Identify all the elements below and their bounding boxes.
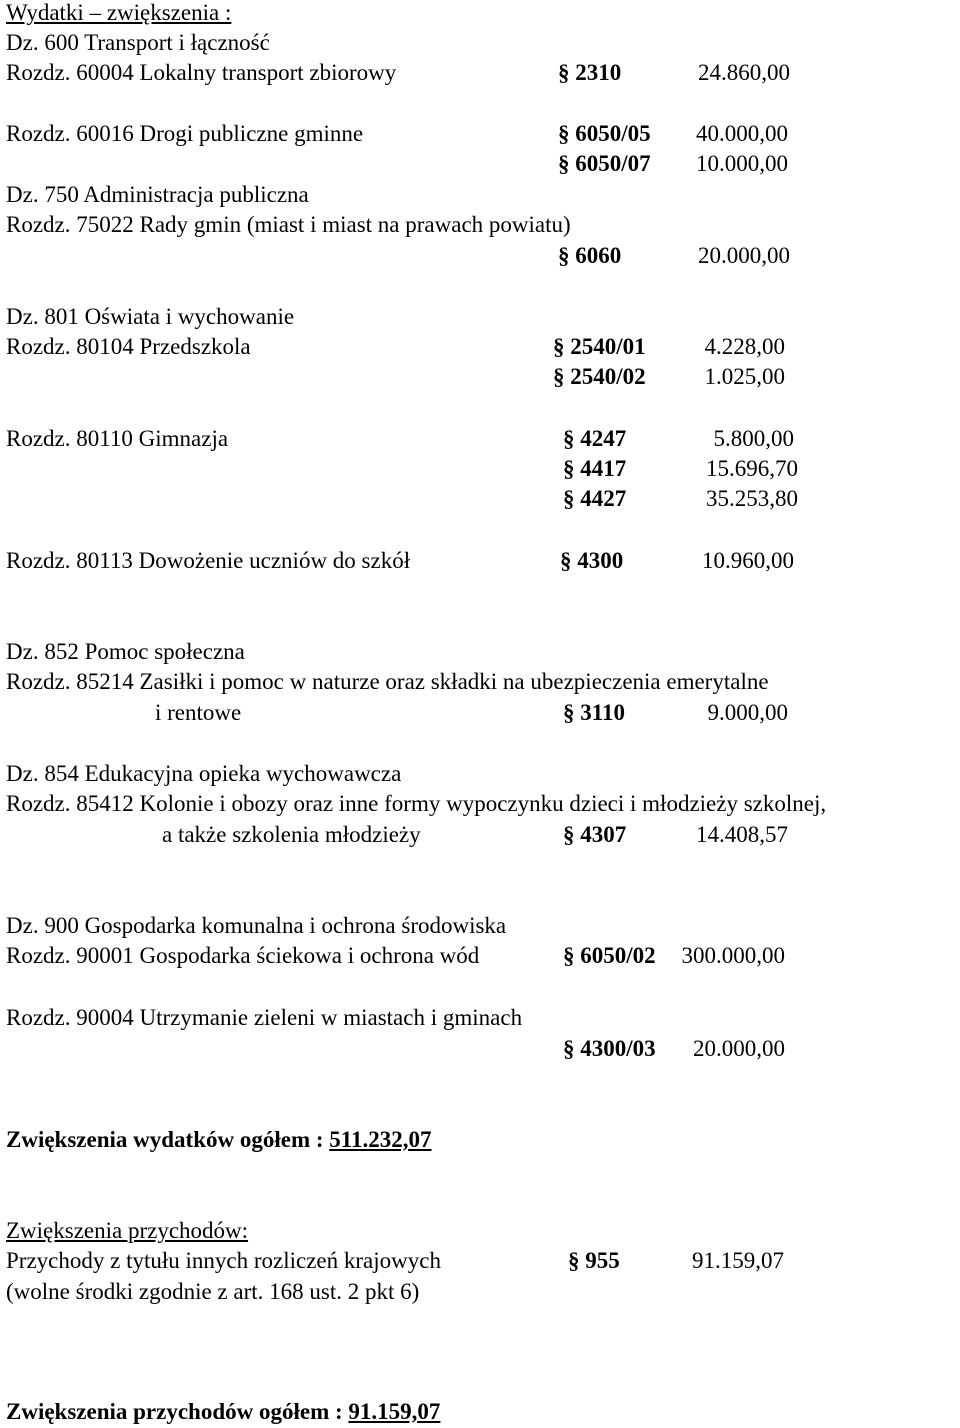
paragraph-code: § 6060 [558,243,622,268]
amount: 4.228,00 [704,334,785,359]
division-600: Dz. 600 Transport i łączność [6,30,270,55]
amount: 20.000,00 [698,243,790,268]
paragraph-code: § 2540/01 [553,334,646,359]
chapter-60016: Rozdz. 60016 Drogi publiczne gminne [6,121,364,146]
section-header-income: Zwiększenia przychodów: [6,1218,249,1243]
amount: 20.000,00 [693,1036,785,1061]
division-852: Dz. 852 Pomoc społeczna [6,639,245,664]
income-line: Przychody z tytułu innych rozliczeń krajowych [6,1248,441,1273]
paragraph-code: § 6050/07 [558,151,651,176]
paragraph-code: § 4300/03 [563,1036,656,1061]
chapter-90001: Rozdz. 90001 Gospodarka ściekowa i ochrona wód [6,943,480,968]
section-header-expenses: Wydatki – zwiększenia : [6,0,232,25]
paragraph-code: § 955 [568,1248,620,1273]
amount: 40.000,00 [696,121,788,146]
amount: 10.960,00 [702,548,794,573]
income-note: (wolne środki zgodnie z art. 168 ust. 2 pkt 6) [6,1279,420,1304]
chapter-85214-continuation: i rentowe [155,700,242,725]
division-801: Dz. 801 Oświata i wychowanie [6,304,295,329]
chapter-85412-continuation: a także szkolenia młodzieży [162,822,421,847]
amount: 1.025,00 [704,364,785,389]
paragraph-code: § 3110 [563,700,625,725]
chapter-85214: Rozdz. 85214 Zasiłki i pomoc w naturze oraz składki na ubezpieczenia emerytalne [6,669,769,694]
chapter-80110: Rozdz. 80110 Gimnazja [6,426,229,451]
chapter-90004: Rozdz. 90004 Utrzymanie zieleni w miastach i gminach [6,1005,523,1030]
amount: 91.159,07 [692,1248,784,1273]
paragraph-code: § 6050/05 [558,121,651,146]
division-750: Dz. 750 Administracja publiczna [6,182,309,207]
amount: 10.000,00 [696,151,788,176]
division-854: Dz. 854 Edukacyjna opieka wychowawcza [6,761,402,786]
paragraph-code: § 4427 [563,486,627,511]
paragraph-code: § 4417 [563,456,627,481]
amount: 35.253,80 [706,486,798,511]
division-900: Dz. 900 Gospodarka komunalna i ochrona środowiska [6,913,507,938]
chapter-85412: Rozdz. 85412 Kolonie i obozy oraz inne formy wypoczynku dzieci i młodzieży szkolnej, [6,791,827,816]
chapter-80104: Rozdz. 80104 Przedszkola [6,334,251,359]
amount: 9.000,00 [707,700,788,725]
total-expenses-value: 511.232,07 [329,1127,432,1152]
paragraph-code: § 4300 [560,548,624,573]
paragraph-code: § 4307 [563,822,627,847]
paragraph-code: § 4247 [563,426,627,451]
amount: 15.696,70 [706,456,798,481]
total-expenses [6,1125,432,1155]
amount: 24.860,00 [698,60,790,85]
chapter-60004: Rozdz. 60004 Lokalny transport zbiorowy [6,60,397,85]
paragraph-code: § 2310 [558,60,622,85]
total-income [6,1397,440,1427]
paragraph-code: § 6050/02 [563,943,656,968]
amount: 14.408,57 [696,822,788,847]
amount: 300.000,00 [681,943,785,968]
total-income-label: Zwiększenia przychodów ogółem : [6,1399,349,1424]
total-income-value: 91.159,07 [348,1399,441,1424]
amount: 5.800,00 [713,426,794,451]
chapter-75022: Rozdz. 75022 Rady gmin (miast i miast na prawach powiatu) [6,212,571,237]
chapter-80113: Rozdz. 80113 Dowożenie uczniów do szkół [6,548,411,573]
paragraph-code: § 2540/02 [553,364,646,389]
total-expenses-label: Zwiększenia wydatków ogółem : [6,1127,330,1152]
